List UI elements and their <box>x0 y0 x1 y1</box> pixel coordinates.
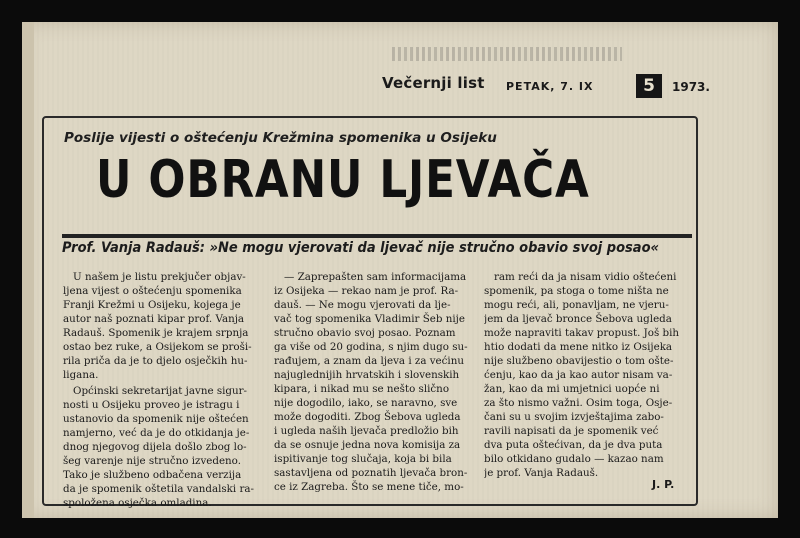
text-line: ga više od 20 godina, s njim dugo su- <box>274 341 468 353</box>
text-line: U našem je listu prekjučer objav- <box>73 271 246 283</box>
text-line: htio dodati da mene nitko iz Osijeka <box>484 341 673 353</box>
text-line: ispitivanje tog slučaja, koja bi bila <box>274 453 452 465</box>
article-paragraph <box>63 384 271 510</box>
text-line: ce iz Zagreba. Što se mene tiče, mo- <box>274 481 464 493</box>
text-line: rila priča da je to djelo osječkih hu- <box>63 355 248 367</box>
text-line: Općinski sekretarijat javne sigur- <box>73 385 248 397</box>
masthead: Večernji list <box>382 74 485 92</box>
text-line: ustanovio da spomenik nije oštećen <box>63 413 249 425</box>
year: 1973. <box>672 80 710 94</box>
article-paragraph <box>484 270 688 480</box>
text-line: dva puta oštećivan, da je dva puta <box>484 439 663 451</box>
text-line: čani su u svojim izvještajima zabo- <box>484 411 664 423</box>
article-paragraph <box>63 270 271 382</box>
text-line: stručno obavio svoj posao. Poznam <box>274 327 456 339</box>
article-kicker: Poslije vijesti o oštećenju Krežmina spomenika u Osijeku <box>64 130 497 146</box>
article-subhead: Prof. Vanja Radauš: »Ne mogu vjerovati da ljevač nije stručno obavio svoj posao« <box>62 240 659 256</box>
text-line: nije službeno obavijestio o tom ošte- <box>484 355 674 367</box>
text-line: šeg varenje nije stručno izvedeno. <box>63 455 241 467</box>
text-line: ligana. <box>63 369 99 381</box>
text-line: Tako je službeno odbačena verzija <box>63 469 242 481</box>
text-line: spomenik, pa stoga o tome ništa ne <box>484 285 669 297</box>
text-line: i ugleda naših ljevača predložio bih <box>274 425 459 437</box>
text-line: rađujem, a znam da ljeva i za većinu <box>274 355 464 367</box>
text-line: da je spomenik oštetila vandalski ra- <box>63 483 255 495</box>
text-line: iz Osijeka — rekao nam je prof. Ra- <box>274 285 459 297</box>
text-line: bilo otkidano gudalo — kazao nam <box>484 453 664 465</box>
text-line: namjerno, već da je do otkidanja je- <box>63 427 250 439</box>
article-column-2 <box>274 270 477 494</box>
text-line: mogu reći, ali, ponavljam, ne vjeru- <box>484 299 669 311</box>
text-line: Franji Krežmi u Osijeku, kojega je <box>63 299 241 311</box>
text-line: jem da ljevač bronce Šebova ugleda <box>484 313 672 325</box>
text-line: Radauš. Spomenik je krajem srpnja <box>63 327 249 339</box>
text-line: dauš. — Ne mogu vjerovati da lje- <box>274 299 451 311</box>
text-line: vač tog spomenika Vladimir Šeb nije <box>274 313 465 325</box>
text-line: nosti u Osijeku proveo je istragu i <box>63 399 240 411</box>
article-column-1 <box>63 270 271 510</box>
newspaper-header <box>366 50 726 96</box>
text-line: za što nismo važni. Osim toga, Osje- <box>484 397 673 409</box>
text-line: sastavljena od poznatih ljevača bron- <box>274 467 468 479</box>
text-line: može dogoditi. Zbog Šebova ugleda <box>274 411 461 423</box>
text-line: ljena vijest o oštećenju spomenika <box>63 285 242 297</box>
text-line: kipara, i nikad mu se nešto slično <box>274 383 450 395</box>
headline-rule <box>62 234 692 238</box>
article-paragraph <box>274 270 477 494</box>
text-line: je prof. Vanja Radauš. <box>484 467 599 479</box>
text-line: najuglednijih hrvatskih i slovenskih <box>274 369 460 381</box>
text-line: — Zaprepašten sam informacijama <box>284 271 467 283</box>
article-column-3 <box>484 270 688 480</box>
text-line: autor naš poznati kipar prof. Vanja <box>63 313 245 325</box>
article-headline: U OBRANU LJEVAČA <box>96 150 590 210</box>
dateline: PETAK, 7. IX <box>506 80 594 93</box>
page-number: 5 <box>636 74 662 98</box>
clipping-edge <box>22 22 34 518</box>
text-line: spoložena osječka omladina. <box>63 497 212 509</box>
text-line: nije dogodilo, iako, se naravno, sve <box>274 397 458 409</box>
text-line: dnog njegovog dijela došlo zbog lo- <box>63 441 247 453</box>
text-line: žan, kao da mi umjetnici uopće ni <box>484 383 660 395</box>
text-line: ostao bez ruke, a Osijekom se proši- <box>63 341 252 353</box>
text-line: ram reći da ja nisam vidio oštećeni <box>494 271 677 283</box>
text-line: da se osnuje jedna nova komisija za <box>274 439 461 451</box>
author-signature: J. P. <box>652 478 675 491</box>
text-line: ćenju, kao da ja kao autor nisam va- <box>484 369 673 381</box>
text-line: ravili napisati da je spomenik već <box>484 425 659 437</box>
text-line: može napraviti takav propust. Još bih <box>484 327 680 339</box>
